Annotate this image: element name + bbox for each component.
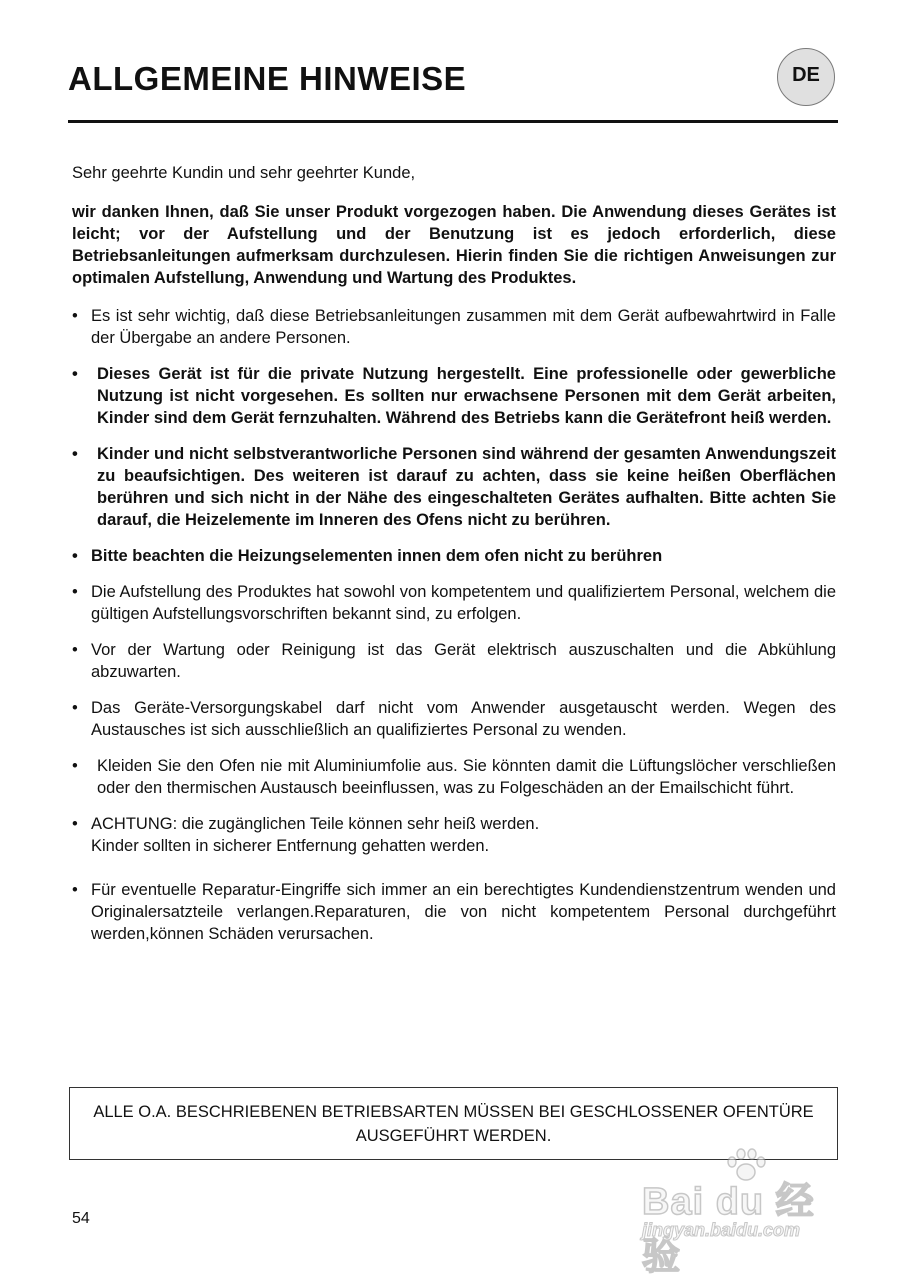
page-number: 54 [72, 1210, 90, 1227]
list-item: • Kleiden Sie den Ofen nie mit Aluminiumfolie aus. Sie könnten damit die Lüftungslöcher verschließen oder den thermischen Austausch beeinflussen, was zu Folgeschäden an der Emailschicht führt. [72, 755, 836, 799]
watermark-brand: Bai du 经验 [642, 1181, 815, 1278]
notice-text: ALLE O.A. BESCHRIEBENEN BETRIEBSARTEN MÜSSEN BEI GESCHLOSSENER OFENTÜRE AUSGEFÜHRT WERDEN. [93, 1102, 814, 1145]
list-item: • Bitte beachten die Heizungselementen innen dem ofen nicht zu berühren [72, 545, 836, 567]
notice-box [69, 1087, 838, 1160]
language-badge: DE [777, 48, 835, 106]
list-item: • Dieses Gerät ist für die private Nutzung hergestellt. Eine professionelle oder gewerbliche Nutzung ist nicht vorgesehen. Es sollten nur erwachsene Personen mit dem Gerät arbeiten, Kinder sind dem Gerät fernzuhalten. Während des Betriebs kann die Gerätefront heiß werden. [72, 363, 836, 429]
safety-notes-list [72, 305, 836, 945]
greeting: Sehr geehrte Kundin und sehr geehrter Kunde, [72, 164, 416, 182]
list-item: • ACHTUNG: die zugänglichen Teile können sehr heiß werden. Kinder sollten in sicherer Entfernung gehatten werden. [72, 813, 836, 857]
watermark-url: jingyan.baidu.com [642, 1220, 801, 1240]
page-title: ALLGEMEINE HINWEISE [68, 60, 467, 97]
list-item: • Für eventuelle Reparatur-Eingriffe sich immer an ein berechtigtes Kundendienstzentrum wenden und Originalersatzteile verlangen.Reparaturen, die von nicht kompetentem Personal durchgeführt werden,können Schäden verursachen. [72, 879, 836, 945]
list-item: • Vor der Wartung oder Reinigung ist das Gerät elektrisch auszuschalten und die Abkühlung abzuwarten. [72, 639, 836, 683]
list-item: • Kinder und nicht selbstverantworliche Personen sind während der gesamten Anwendungszeit zu beaufsichtigen. Des weiteren ist darauf zu achten, dass sie keine heißen Oberflächen berühren und sich nicht in der Nähe des eingeschalteten Gerätes aufhalten. Bitte achten Sie darauf, die Heizelemente im Inneren des Ofens nicht zu berühren. [72, 443, 836, 531]
watermark [642, 1148, 852, 1278]
list-item: • Die Aufstellung des Produktes hat sowohl von kompetentem und qualifiziertem Personal, welchem die gültigen Aufstellungsvorschriften bekannt sind, zu erfolgen. [72, 581, 836, 625]
intro-paragraph: wir danken Ihnen, daß Sie unser Produkt vorgezogen haben. Die Anwendung dieses Gerätes ist leicht; vor der Aufstellung und der Benutzung ist es jedoch erforderlich, diese Betriebsanleitungen aufmerksam durchzulesen. Hierin finden Sie die richtigen Anweisungen zur optimalen Aufstellung, Anwendung und Wartung des Produktes. [72, 203, 836, 287]
document-body [72, 162, 836, 959]
list-item: • Es ist sehr wichtig, daß diese Betriebsanleitungen zusammen mit dem Gerät aufbewahrtwird in Falle der Übergabe an andere Personen. [72, 305, 836, 349]
title-divider [68, 120, 838, 123]
list-item: • Das Geräte-Versorgungskabel darf nicht vom Anwender ausgetauscht werden. Wegen des Austausches ist sich ausschließlich an qualifiziertes Personal zu wenden. [72, 697, 836, 741]
